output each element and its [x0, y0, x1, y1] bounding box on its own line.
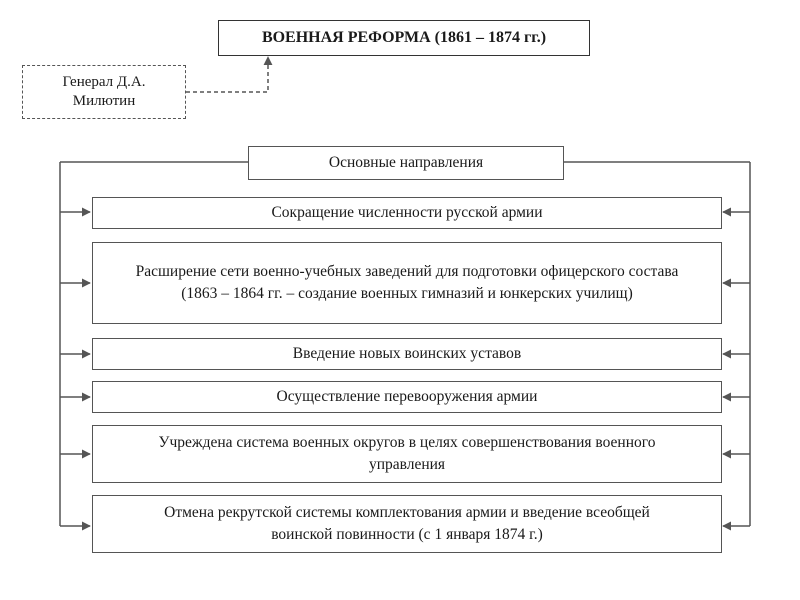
direction-item-5: Учреждена система военных округов в целях совершенствования военного управления	[92, 425, 722, 483]
direction-item-6: Отмена рекрутской системы комплектования армии и введение всеобщей воинской повинности (с 1 января 1874 г.)	[92, 495, 722, 553]
directions-header: Основные направления	[248, 146, 564, 180]
author-box: Генерал Д.А. Милютин	[22, 65, 186, 119]
reform-title: ВОЕННАЯ РЕФОРМА (1861 – 1874 гг.)	[218, 20, 590, 56]
direction-item-1: Сокращение численности русской армии	[92, 197, 722, 229]
direction-item-4: Осуществление перевооружения армии	[92, 381, 722, 413]
direction-item-2: Расширение сети военно-учебных заведений для подготовки офицерского состава (1863 – 1864 гг. – создание военных гимназий и юнкерских училищ)	[92, 242, 722, 324]
direction-item-3: Введение новых воинских уставов	[92, 338, 722, 370]
